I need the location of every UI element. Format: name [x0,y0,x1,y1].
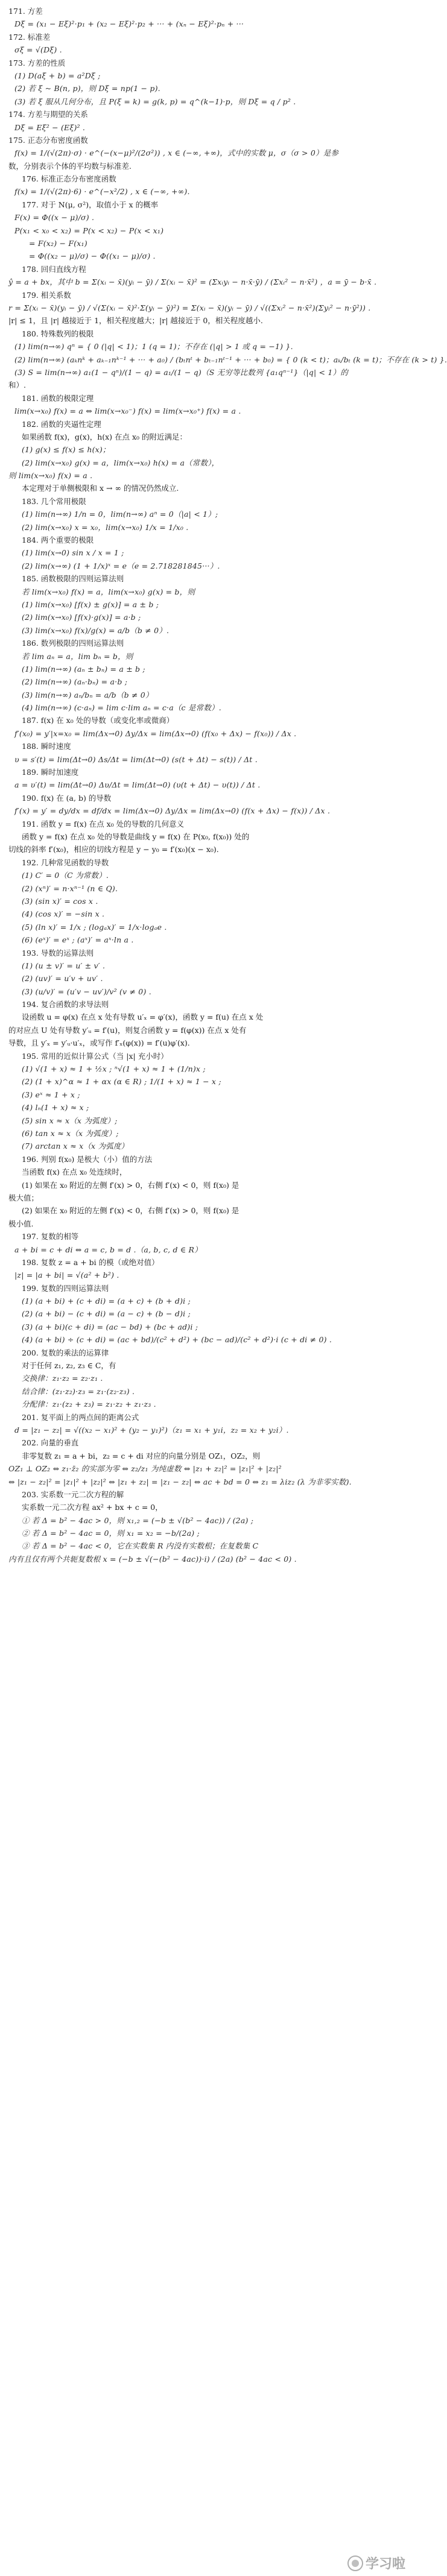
watermark-text: 学习啦 [365,2557,405,2572]
doc-heading-line: 192. 几种常见函数的导数 [22,857,109,867]
doc-heading-line: 181. 函数的极限定理 [22,393,94,403]
doc-formula-line: ⇔ |z₁ − z₂|² = |z₁|² + |z₂|² ⇔ |z₁ + z₂| = |z₁ − z₂| ⇔ ac + bd = 0 ⇔ z₁ = λiz₂ (λ 为非零实数). [8,1477,352,1486]
doc-formula-line: F(x) = Φ((x − μ)/σ) . [14,213,95,223]
doc-heading-line: 194. 复合函数的求导法则 [22,1000,109,1009]
doc-formula-line: (1) lim(x→0) sin x / x = 1 ; [22,548,124,558]
doc-formula-line: (2) (a + bi) − (c + di) = (a − c) + (b − d)i ; [22,1309,191,1319]
doc-formula-line: (6) (eˣ)′ = eˣ ; (aˣ)′ = aˣ·ln a . [22,935,134,945]
doc-formula-line: (2) lim(x→∞) (1 + 1/x)ˣ = e（e = 2.718281845···）. [22,561,220,570]
doc-formula-line: (7) arctan x ≈ x（x 为弧度） [22,1141,129,1151]
doc-formula-line: f′(x) = y′ = dy/dx = df/dx = lim(Δx→0) Δy/Δx = lim(Δx→0) (f(x + Δx) − f(x)) / Δx . [14,806,331,816]
doc-text-line: 数，分别表示个体的平均数与标准差. [8,161,132,171]
doc-formula-line: (3) (a + bi)(c + di) = (ac − bd) + (bc + ad)i ; [22,1322,198,1331]
doc-formula-line: f(x) = 1/(√(2π)·6) · e^(−x²/2) , x ∈ (−∞, +∞). [14,187,190,197]
doc-formula-line: (5) sin x ≈ x（x 为弧度）; [22,1116,118,1125]
doc-heading-line: 189. 瞬时加速度 [22,768,79,777]
doc-heading-line: 180. 特殊数列的极限 [22,329,94,338]
doc-heading-line: 196. 判别 f(x₀) 是极大（小）值的方法 [22,1154,153,1164]
doc-formula-line: (1) lim(n→∞) (aₙ ± bₙ) = a ± b ; [22,664,145,674]
doc-formula-line: (3) eˣ ≈ 1 + x ; [22,1090,80,1099]
doc-heading-line: 179. 相关系数 [22,290,71,300]
doc-formula-line: P(x₁ < x₀ < x₂) = P(x < x₂) − P(x < x₁) [14,226,164,235]
doc-formula-line: ① 若 Δ = b² − 4ac > 0，则 x₁,₂ = (−b ± √(b² − 4ac)) / (2a) ; [22,1515,254,1525]
doc-text-line: 极大值； [8,1193,39,1202]
doc-formula-line: (4) (cos x)′ = −sin x . [22,909,105,919]
doc-heading-line: 193. 导数的运算法则 [22,948,94,958]
doc-formula-line: υ = s′(t) = lim(Δt→0) Δs/Δt = lim(Δt→0) (s(t + Δt) − s(t)) / Δt . [14,754,258,764]
doc-formula-line: (2) lim(n→∞) (aₙ·bₙ) = a·b ; [22,677,128,687]
doc-heading-line: 200. 复数的乘法的运算律 [22,1348,109,1357]
doc-formula-line: (2) (xⁿ)′ = n·xⁿ⁻¹ (n ∈ Q). [22,883,118,893]
doc-formula-line: f(x) = 1/(√(2π)·σ) · e^(−(x−μ)²/(2σ²)) , x ∈ (−∞, +∞)，式中的实数 μ，σ（σ > 0）是参 [14,148,339,158]
doc-formula-line: (3) lim(x→x₀) f(x)/g(x) = a/b（b ≠ 0）. [22,625,170,635]
doc-formula-line: σξ = √(Dξ) . [14,45,62,55]
doc-heading-line: 187. f(x) 在 x₀ 处的导数（或变化率或微商） [22,716,174,725]
doc-formula-line: (5) (ln x)′ = 1/x ; (logₐx)′ = 1/x·logₐe . [22,922,167,932]
doc-formula-line: (6) tan x ≈ x（x 为弧度）; [22,1128,119,1138]
doc-formula-line: r = Σ(xᵢ − x̄)(yᵢ − ȳ) / √(Σ(xᵢ − x̄)²·Σ(yᵢ − ȳ)²) = Σ(xᵢ − x̄)(yᵢ − ȳ) / √((Σxᵢ² − n·x̄²)(Σyᵢ² − n·ȳ²)) . [8,303,371,312]
doc-heading-line: 198. 复数 z = a + bi 的模（或绝对值） [22,1257,159,1267]
doc-text-line: 的对应点 U 处有导数 y′ᵤ = f′(u)，则复合函数 y = f(φ(x)) 在点 x 处有 [8,1025,247,1035]
doc-formula-line: 交换律：z₁·z₂ = z₂·z₁ . [22,1374,103,1383]
doc-heading-line: 177. 对于 N(μ, σ²)，取值小于 x 的概率 [22,200,159,209]
doc-formula-line: (4) (a + bi) ÷ (c + di) = (ac + bd)/(c² + d²) + (bc − ad)/(c² + d²)·i (c + di ≠ 0) . [22,1335,332,1345]
doc-heading-line: 202. 向量的垂直 [22,1438,79,1448]
doc-formula-line: (1) √(1 + x) ≈ 1 + ½x ; ⁿ√(1 + x) ≈ 1 + (1/n)x ; [22,1064,206,1074]
doc-formula-line: (4) lₙ(1 + x) ≈ x ; [22,1103,89,1113]
doc-formula-line: (2) 若 ξ ~ B(n, p)，则 Dξ = np(1 − p). [14,84,160,93]
doc-text-line: 切线的斜率 f′(x₀)，相应的切线方程是 y − y₀ = f′(x₀)(x − x₀). [8,845,219,854]
doc-formula-line: = F(x₂) − F(x₁) [29,239,87,248]
doc-formula-line: (1) (u ± v)′ = u′ ± v′ . [22,961,106,970]
doc-text-line: 当函数 f(x) 在点 x₀ 处连续时， [22,1167,127,1177]
doc-formula-line: ③ 若 Δ = b² − 4ac < 0，它在实数集 R 内没有实数根；在复数集 C [22,1541,259,1551]
doc-formula-line: d = |z₁ − z₂| = √((x₂ − x₁)² + (y₂ − y₁)²)（z₁ = x₁ + y₁i，z₂ = x₂ + y₂i）. [14,1425,289,1435]
doc-formula-line: (1) g(x) ≤ f(x) ≤ h(x)； [22,445,110,455]
doc-formula-line: ② 若 Δ = b² − 4ac = 0，则 x₁ = x₂ = −b/(2a) ; [22,1529,200,1538]
doc-text-line: 设函数 u = φ(x) 在点 x 处有导数 u′ₓ = φ′(x)，函数 y = f(u) 在点 x 处 [22,1012,264,1022]
doc-text-line: 非零复数 z₁ = a + bi，z₂ = c + di 对应的向量分别是 OZ₁，OZ₂，则 [22,1451,261,1460]
doc-heading-line: 197. 复数的相等 [22,1232,79,1242]
doc-text-line: (2) 如果在 x₀ 附近的左侧 f′(x) < 0，右侧 f′(x) > 0，则 f(x₀) 是 [22,1206,239,1216]
doc-formula-line: 若 lim(x→x₀) f(x) = a，lim(x→x₀) g(x) = b，则 [22,587,195,596]
doc-text-line: 极小值. [8,1219,34,1228]
doc-formula-line: a = υ′(t) = lim(Δt→0) Δυ/Δt = lim(Δt→0) (υ(t + Δt) − υ(t)) / Δt . [14,780,261,790]
doc-formula-line: (2) lim(n→∞) (aₖnᵏ + aₖ₋₁nᵏ⁻¹ + ··· + a₀) / (bₜnᵗ + bₜ₋₁nᵗ⁻¹ + ··· + b₀) = { 0 (k < t)；aₖ/bₜ (k = t)；不存在 (k > t) }. [14,355,447,364]
doc-formula-line: (1) lim(n→∞) qⁿ = { 0 (|q| < 1)；1 (q = 1)；不存在 (|q| > 1 或 q = −1) }. [14,342,293,352]
doc-heading-line: 174. 方差与期望的关系 [8,110,88,119]
doc-formula-line: Dξ = Eξ² − (Eξ)² . [14,122,86,132]
doc-formula-line: 结合律：(z₁·z₂)·z₃ = z₁·(z₂·z₃) . [22,1386,135,1396]
doc-formula-line: = Φ((x₂ − μ)/σ) − Φ((x₁ − μ)/σ) . [29,251,156,261]
doc-formula-line: lim(x→x₀) f(x) = a ⇔ lim(x→x₀⁻) f(x) = lim(x→x₀⁺) f(x) = a . [14,406,241,416]
doc-text-line: 和）. [8,380,26,390]
doc-text-line: (1) 如果在 x₀ 附近的左侧 f′(x) > 0，右侧 f′(x) < 0，则 f(x₀) 是 [22,1180,239,1190]
doc-formula-line: 则 lim(x→x₀) f(x) = a . [8,471,93,481]
doc-formula-line: (2) lim(x→x₀) x = x₀，lim(x→x₀) 1/x = 1/x₀ . [22,522,189,532]
doc-formula-line: (3) lim(n→∞) aₙ/bₙ = a/b（b ≠ 0） [22,690,153,699]
doc-heading-line: 203. 实系数一元二次方程的解 [22,1489,124,1499]
doc-heading-line: 175. 正态分布密度函数 [8,135,88,145]
doc-formula-line: (2) lim(x→x₀) g(x) = a，lim(x→x₀) h(x) = a（常数）， [22,458,220,467]
site-watermark [347,2554,405,2572]
doc-text-line: |r| ≤ 1，且 |r| 越接近于 1，相关程度越大；|r| 越接近于 0，相关程度越小. [8,316,263,326]
doc-heading-line: 201. 复平面上的两点间的距离公式 [22,1412,139,1422]
doc-heading-line: 173. 方差的性质 [8,58,66,68]
doc-text-line: 如果函数 f(x)，g(x)，h(x) 在点 x₀ 的附近满足： [22,432,188,441]
formula-list [8,5,447,1565]
doc-heading-line: 191. 函数 y = f(x) 在点 x₀ 处的导数的几何意义 [22,819,185,829]
doc-formula-line: f′(x₀) = y′|x=x₀ = lim(Δx→0) Δy/Δx = lim(Δx→0) (f(x₀ + Δx) − f(x₀)) / Δx . [14,728,297,738]
doc-heading-line: 183. 几个常用极限 [22,496,86,506]
doc-heading-line: 171. 方差 [8,7,43,16]
doc-heading-line: 190. f(x) 在 (a, b) 的导数 [22,793,112,803]
doc-formula-line: (1) (a + bi) + (c + di) = (a + c) + (b + d)i ; [22,1296,191,1306]
doc-heading-line: 199. 复数的四则运算法则 [22,1283,109,1293]
doc-formula-line: (3) (sin x)′ = cos x . [22,896,98,906]
doc-text-line: 函数 y = f(x) 在点 x₀ 处的导数是曲线 y = f(x) 在 P(x₀, f(x₀)) 处的 [22,832,250,841]
watermark-logo-icon [347,2555,363,2571]
doc-formula-line: a + bi = c + di ⇔ a = c, b = d .（a, b, c, d ∈ R） [14,1245,202,1254]
doc-formula-line: (3) (u/v)′ = (u′v − uv′)/v² (v ≠ 0) . [22,987,151,996]
doc-formula-line: (4) lim(n→∞) (c·aₙ) = lim c·lim aₙ = c·a（c 是常数）. [22,703,221,713]
doc-text-line: 导数，且 y′ₓ = y′ᵤ·u′ₓ，或写作 f′ₓ(φ(x)) = f′(u)φ′(x). [8,1038,190,1048]
doc-formula-line: 分配律：z₁·(z₂ + z₃) = z₁·z₂ + z₁·z₃ . [22,1400,156,1409]
doc-formula-line: (2) (uv)′ = u′v + uv′ . [22,974,103,983]
doc-heading-line: 178. 回归直线方程 [22,264,86,274]
doc-formula-line: 内有且仅有两个共轭复数根 x = (−b ± √(−(b² − 4ac))·i) / (2a) (b² − 4ac < 0) . [8,1554,297,1564]
doc-formula-line: (2) (1 + x)^α ≈ 1 + αx (α ∈ R) ; 1/(1 + x) ≈ 1 − x ; [22,1077,221,1087]
doc-heading-line: 186. 数列极限的四则运算法则 [22,639,124,648]
doc-formula-line: OZ₁ ⊥ OZ₂ ⇔ z₁·z̄₂ 的实部为零 ⇔ z₂/z₁ 为纯虚数 ⇔ |z₁ + z₂|² = |z₁|² + |z₂|² [8,1464,282,1474]
doc-heading-line: 188. 瞬时速度 [22,742,71,751]
doc-formula-line: (3) 若 ξ 服从几何分布，且 P(ξ = k) = g(k, p) = q^(k−1)·p，则 Dξ = q / p² . [14,96,296,106]
doc-heading-line: 176. 标准正态分布密度函数 [22,174,116,184]
doc-formula-line: |z| = |a + bi| = √(a² + b²) . [14,1271,119,1280]
doc-formula-line: 若 lim aₙ = a，lim bₙ = b，则 [22,651,133,661]
doc-formula-line: (1) lim(x→x₀) [f(x) ± g(x)] = a ± b ; [22,599,159,609]
doc-formula-line: (1) C′ = 0（C 为常数）. [22,871,109,880]
doc-formula-line: (2) lim(x→x₀) [f(x)·g(x)] = a·b ; [22,613,141,622]
doc-heading-line: 182. 函数的夹逼性定理 [22,419,101,429]
doc-formula-line: (3) S = lim(n→∞) a₁(1 − qⁿ)/(1 − q) = a₁/(1 − q)（S 无穷等比数列 {a₁qⁿ⁻¹}（|q| < 1）的 [14,367,348,377]
doc-formula-line: Dξ = (x₁ − Eξ)²·p₁ + (x₂ − Eξ)²·p₂ + ··· + (xₙ − Eξ)²·pₙ + ··· [14,19,244,29]
doc-text-line: 对于任何 z₁, z₂, z₃ ∈ C，有 [22,1361,116,1371]
doc-heading-line: 185. 函数极限的四则运算法则 [22,574,124,584]
doc-formula-line: ŷ = a + bx，其中 b = Σ(xᵢ − x̄)(yᵢ − ȳ) / Σ(xᵢ − x̄)² = (Σxᵢyᵢ − n·x̄·ȳ) / (Σxᵢ² − n·x̄²) ，a = ȳ − b·x̄ . [8,277,377,287]
doc-text-line: 本定理对于单侧极限和 x → ∞ 的情况仍然成立. [22,484,179,493]
doc-heading-line: 195. 常用的近似计算公式（当 |x| 充小时） [22,1051,168,1061]
doc-formula-line: (1) lim(n→∞) 1/n = 0，lim(n→∞) aⁿ = 0（|a| < 1）; [22,510,218,519]
doc-text-line: 实系数一元二次方程 ax² + bx + c = 0， [22,1503,163,1512]
doc-heading-line: 172. 标准差 [8,32,51,42]
doc-formula-line: (1) D(aξ + b) = a²Dξ ; [14,71,101,80]
doc-heading-line: 184. 两个重要的极限 [22,535,94,545]
